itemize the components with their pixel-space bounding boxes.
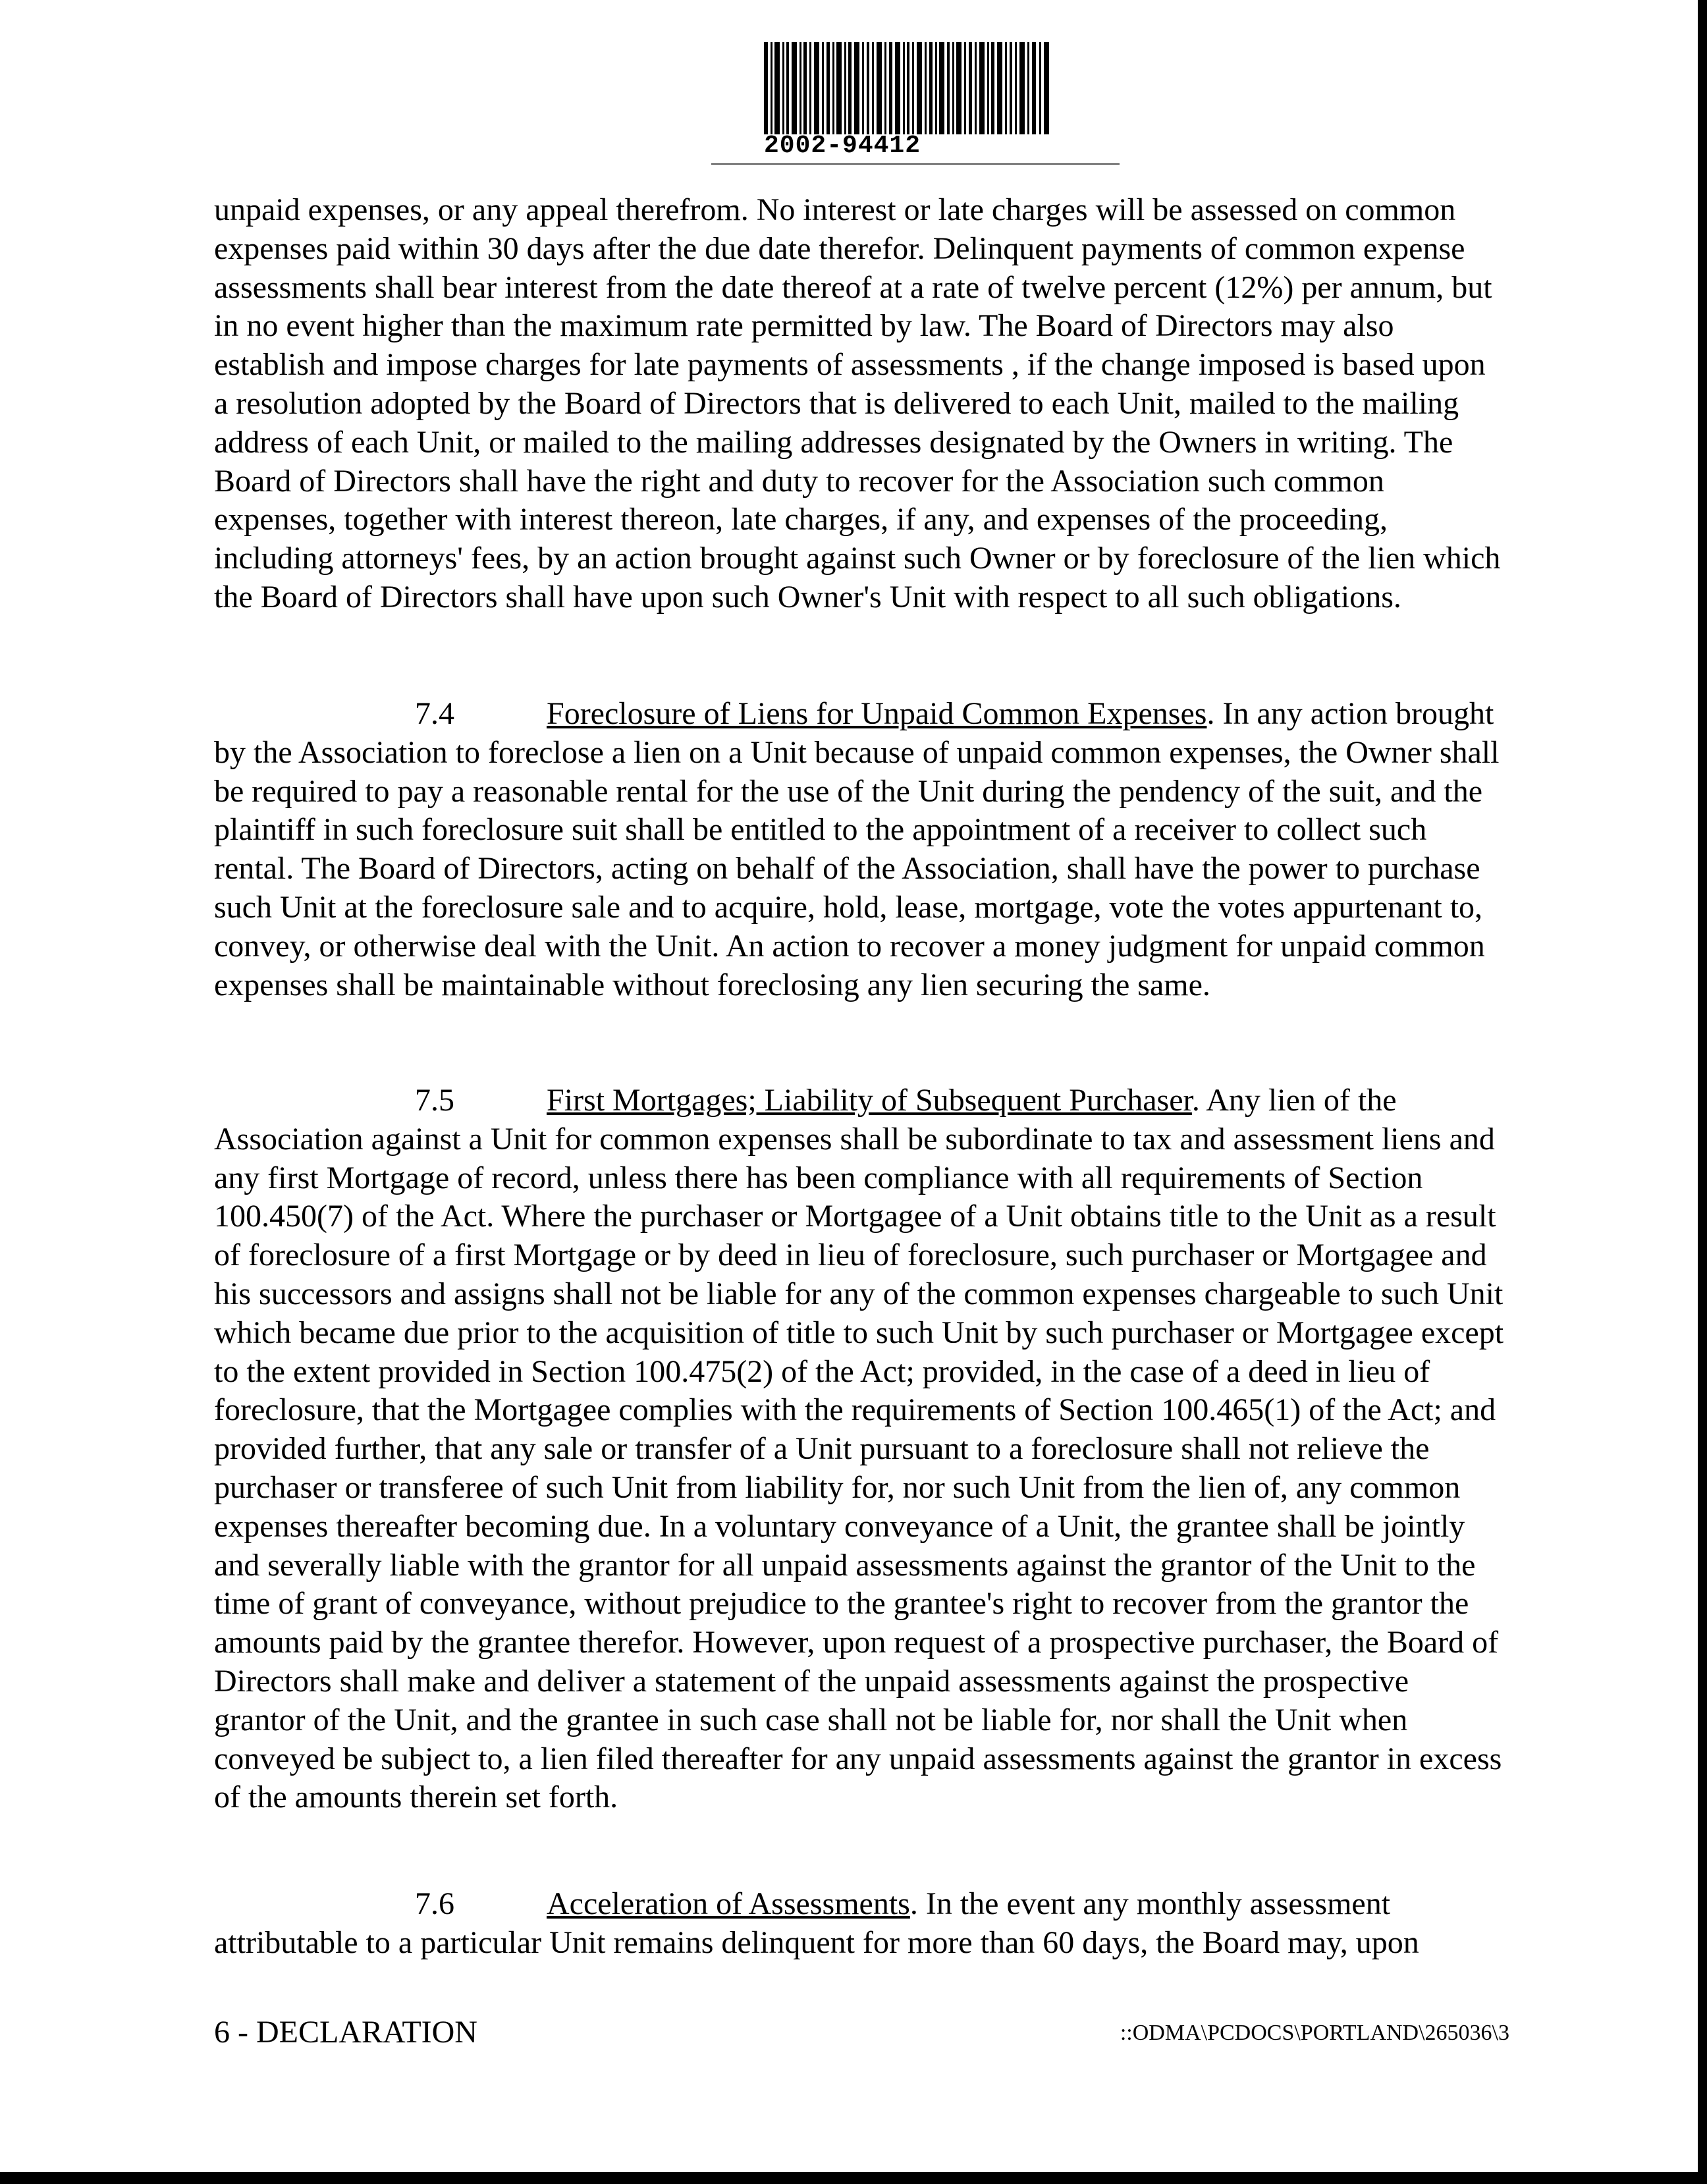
section-7-4 bbox=[214, 695, 1505, 1004]
scan-border-right bbox=[1698, 0, 1707, 2184]
footer-doc-path: ::ODMA\PCDOCS\PORTLAND\265036\3 bbox=[1120, 2021, 1509, 2045]
section-7-5 bbox=[214, 1081, 1505, 1817]
section-title: Acceleration of Assessments bbox=[547, 1886, 910, 1921]
barcode-number: 2002-94412 bbox=[764, 132, 921, 160]
section-number: 7.4 bbox=[415, 696, 454, 731]
section-number: 7.5 bbox=[415, 1083, 454, 1118]
barcode-underline bbox=[711, 163, 1120, 165]
section-number: 7.6 bbox=[415, 1886, 454, 1921]
section-7-6 bbox=[214, 1885, 1505, 1963]
footer-page-label: 6 - DECLARATION bbox=[214, 2015, 477, 2050]
barcode-image bbox=[764, 42, 1060, 141]
section-text: . In any action brought by the Association to foreclose a lien on a Unit because of unpaid common expenses, the Owner shall be required to pay a reasonable rental for the use of the Unit during the pendency of the suit, and the plaintiff in such foreclosure suit shall be entitled to the appointment of a receiver to collect such rental. The Board of Directors, acting on behalf of the Association, shall have the power to purchase such Unit at the foreclosure sale and to acquire, hold, lease, mortgage, vote the votes appurtenant to, convey, or otherwise deal with the Unit. An action to recover a money judgment for unpaid common expenses shall be maintainable without foreclosing any lien securing the same. bbox=[214, 696, 1500, 1002]
paragraph-text: unpaid expenses, or any appeal therefrom. No interest or late charges will be assessed on common expenses paid within 30 days after the due date therefor. Delinquent payments of common expense assessments shall bear interest from the date thereof at a rate of twelve percent (12%) per annum, but in no event higher than the maximum rate permitted by law. The Board of Directors may also establish and impose charges for late payments of assessments , if the change imposed is based upon a resolution adopted by the Board of Directors that is delivered to each Unit, mailed to the mailing address of each Unit, or mailed to the mailing addresses designated by the Owners in writing. The Board of Directors shall have the right and duty to recover for the Association such common expenses, together with interest thereon, late charges, if any, and expenses of the proceeding, including attorneys' fees, by an action brought against such Owner or by foreclosure of the lien which the Board of Directors shall have upon such Owner's Unit with respect to all such obligations. bbox=[214, 192, 1501, 614]
body-paragraph-continuation bbox=[214, 191, 1505, 617]
section-text: . Any lien of the Association against a Unit for common expenses shall be subordinate to tax and assessment liens and any first Mortgage of record, unless there has been compliance with all requirements of Section 100.450(7) of the Act. Where the purchaser or Mortgagee of a Unit obtains title to the Unit as a result of foreclosure of a first Mortgage or by deed in lieu of foreclosure, such purchaser or Mortgagee and his successors and assigns shall not be liable for any of the common expenses chargeable to such Unit which became due prior to the acquisition of title to such Unit by such purchaser or Mortgagee except to the extent provided in Section 100.475(2) of the Act; provided, in the case of a deed in lieu of foreclosure, that the Mortgagee complies with the requirements of Section 100.465(1) of the Act; and provided further, that any sale or transfer of a Unit pursuant to a foreclosure shall not relieve the purchaser or transferee of such Unit from liability for, nor such Unit from the lien of, any common expenses thereafter becoming due. In a voluntary conveyance of a Unit, the grantee shall be jointly and severally liable with the grantor for all unpaid assessments against the grantor of the Unit to the time of grant of conveyance, without prejudice to the grantee's right to recover from the grantor the amounts paid by the grantee therefor. However, upon request of a prospective purchaser, the Board of Directors shall make and deliver a statement of the unpaid assessments against the prospective grantor of the Unit, and the grantee in such case shall not be liable for, nor shall the Unit when conveyed be subject to, a lien filed thereafter for any unpaid assessments against the grantor in excess of the amounts therein set forth. bbox=[214, 1083, 1504, 1815]
section-title: First Mortgages; Liability of Subsequent Purchaser bbox=[547, 1083, 1192, 1118]
section-title: Foreclosure of Liens for Unpaid Common Expenses bbox=[547, 696, 1207, 731]
section-text: . In the event any monthly assessment attributable to a particular Unit remains delinquent for more than 60 days, the Board may, upon bbox=[214, 1886, 1419, 1960]
scan-border-bottom bbox=[0, 2172, 1707, 2184]
